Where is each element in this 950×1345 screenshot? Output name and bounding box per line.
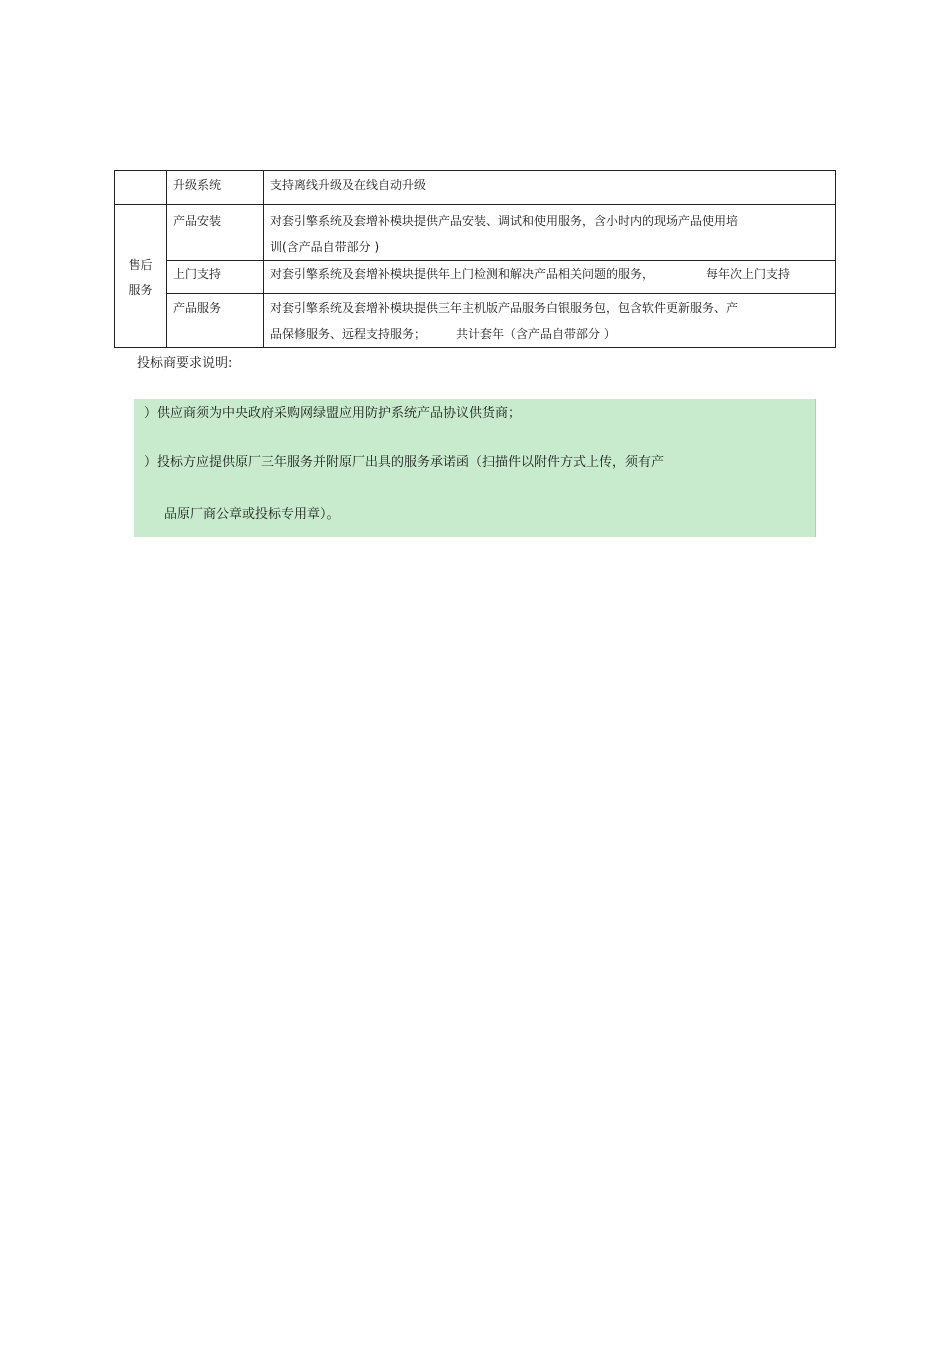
table-row [115,261,836,294]
requirement-item: ）供应商须为中央政府采购网绿盟应用防护系统产品协议供货商； [144,406,522,421]
description-cell [264,294,836,348]
category-cell: 升级系统 [167,171,264,205]
requirements-title: 投标商要求说明: [137,356,233,371]
empty-cell [115,171,167,205]
table-row [115,294,836,348]
group-label-line2: 服务 [128,282,153,297]
description-text: 共计套年（含产品自带部分 ） [456,327,616,341]
description-cell [264,205,836,261]
description-line: 训(含产品自带部分 ) [270,240,380,254]
table-row [115,205,836,261]
group-label-line1: 售后 [128,257,153,272]
requirement-item: 品原厂商公章或投标专用章）。 [164,507,340,522]
description-text: 品保修服务、远程支持服务； [270,327,427,341]
description-cell [264,261,836,294]
table-row [115,171,836,205]
requirement-item: ）投标方应提供原厂三年服务并附原厂出具的服务承诺函（扫描件以附件方式上传，须有产 [144,455,665,470]
description-text: 每年次上门支持 [706,267,791,281]
service-table [114,170,836,348]
category-cell: 产品服务 [167,294,264,348]
description-text: 对套引擎系统及套增补模块提供年上门检测和解决产品相关问题的服务， [270,267,655,281]
description-line: 对套引擎系统及套增补模块提供三年主机版产品服务白银服务包，包含软件更新服务、产 [270,301,739,315]
category-cell: 产品安装 [167,205,264,261]
description-line: 对套引擎系统及套增补模块提供产品安装、调试和使用服务，含小时内的现场产品使用培 [270,214,739,228]
group-cell-after-sales [115,205,167,348]
description-cell: 支持离线升级及在线自动升级 [264,171,836,205]
category-cell: 上门支持 [167,261,264,294]
description-line [270,321,829,347]
requirements-box [134,399,816,537]
